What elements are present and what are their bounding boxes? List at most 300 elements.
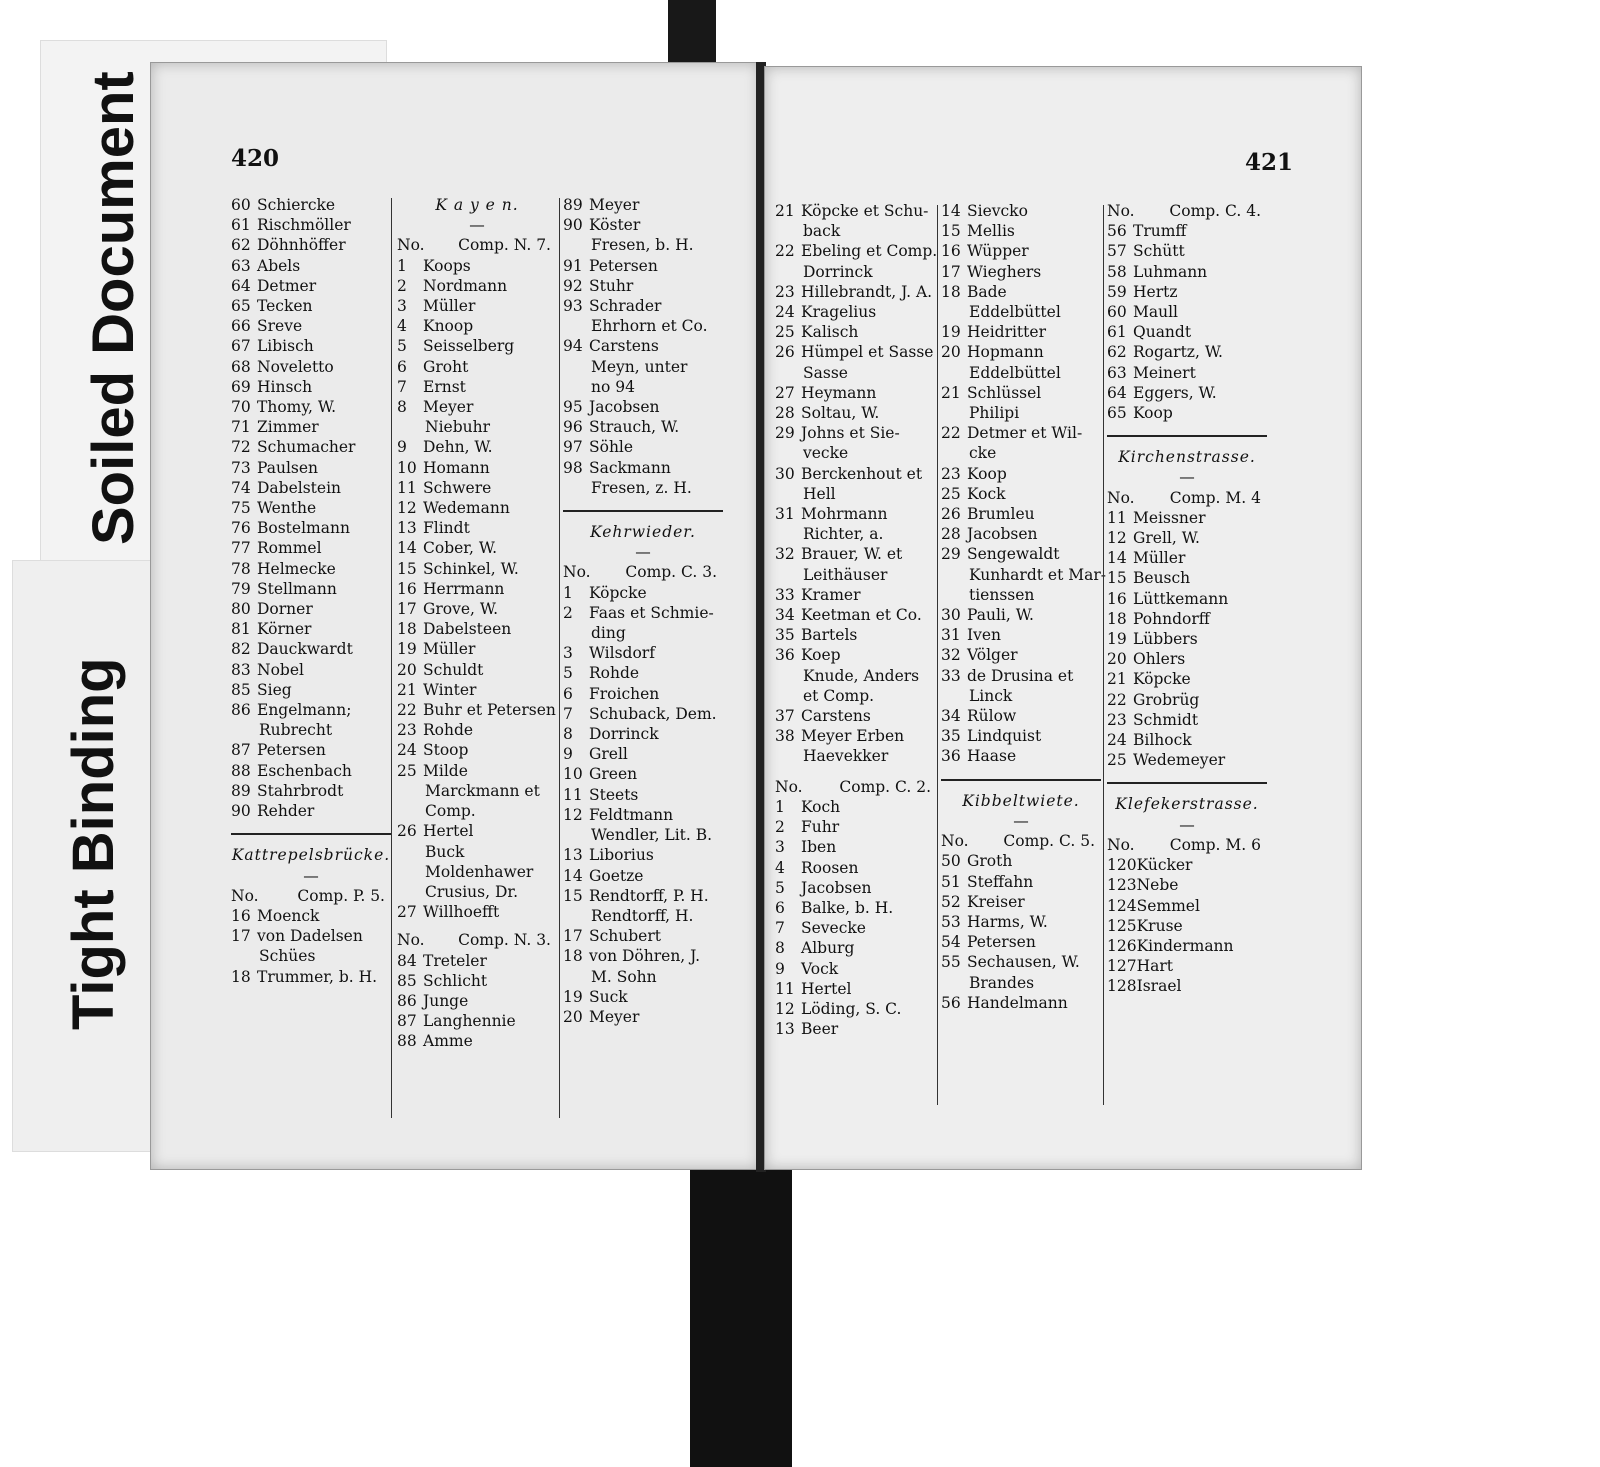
entry-number: 9 [397,438,407,457]
list-item [775,746,937,766]
entry-name: Balke, b. H. [801,898,894,917]
list-item [941,706,1101,726]
entry-number: 61 [1107,323,1127,342]
list-item [775,837,937,857]
list-item [231,946,391,966]
entry-number: 55 [941,953,961,972]
entry-number: 2 [563,603,573,622]
list-item [941,932,1101,952]
entry-number: 10 [397,458,417,477]
comp-label: Comp. N. 7. [458,236,551,255]
list-item [941,851,1101,871]
entry-number: 80 [231,600,251,619]
list-item [397,397,557,417]
entry-number: 52 [941,892,961,911]
entry-name: Faas et Schmie- [589,603,714,622]
entry-name: Detmer [257,276,317,295]
list-item [941,746,1101,766]
entry-number: 81 [231,620,251,639]
column-divider [1103,205,1104,1105]
entry-number: 65 [1107,404,1127,423]
entry-number: 35 [775,626,795,645]
entry-name: Thomy, W. [257,398,337,417]
entry-name: Crusius, Dr. [425,882,519,901]
entry-name: Wendler, Lit. B. [591,826,713,845]
entry-number: 91 [563,256,583,275]
entry-number: 16 [1107,589,1127,608]
list-item [397,639,557,659]
entry-name: Maull [1133,303,1179,322]
entry-name: Meyn, unter [591,357,688,376]
list-item [1107,221,1267,241]
entry-name: Suck [589,987,628,1006]
list-item [1107,936,1267,956]
list-item [397,1011,557,1031]
entry-number: 1 [563,583,573,602]
entry-number: 60 [1107,303,1127,322]
list-item [231,680,391,700]
entry-number: 86 [397,991,417,1010]
column-divider [391,198,392,1118]
list-item [775,585,937,605]
no-label: No. [563,563,591,582]
entry-number: 88 [231,761,251,780]
entry-number: 56 [1107,222,1127,241]
list-item [775,201,937,221]
entry-name: Fresen, z. H. [591,478,692,497]
list-item [563,866,723,886]
entry-number: 77 [231,539,251,558]
entry-number: 34 [775,606,795,625]
list-item [231,256,391,276]
entry-number: 85 [231,680,251,699]
list-item [1107,262,1267,282]
list-item [397,761,557,781]
right-col-3 [1107,201,1267,997]
list-item [941,302,1101,322]
list-item [775,686,937,706]
entry-number: 17 [941,262,961,281]
entry-name: Brandes [969,973,1035,992]
list-item [941,872,1101,892]
entry-number: 65 [231,297,251,316]
entry-name: Linck [969,686,1013,705]
entry-name: Treteler [423,951,487,970]
entry-number: 51 [941,872,961,891]
entry-name: Stoop [423,741,469,760]
entry-name: Meyer Erben [801,727,905,746]
entry-name: Meissner [1133,508,1206,527]
list-item [397,720,557,740]
list-item [397,619,557,639]
list-item [775,504,937,524]
list-item [941,726,1101,746]
list-item [1107,528,1267,548]
entry-number: 62 [1107,343,1127,362]
entry-name: Eddelbüttel [969,303,1061,322]
comp-line [941,831,1101,851]
entry-name: Keetman et Co. [801,606,922,625]
list-item [563,764,723,784]
entry-name: Iben [801,838,837,857]
list-item [397,660,557,680]
entry-name: Jacobsen [967,525,1038,544]
entry-name: Ernst [423,377,466,396]
list-item [231,660,391,680]
list-item [1107,568,1267,588]
right-col-2 [941,201,1107,1013]
entry-number: 15 [941,222,961,241]
entry-name: Petersen [589,256,658,275]
list-item [397,1031,557,1051]
entry-number: 75 [231,499,251,518]
list-item [1107,710,1267,730]
list-item [941,524,1101,544]
list-item [563,967,723,987]
list-item [397,680,557,700]
entry-number: 8 [563,725,573,744]
entry-name: Rogartz, W. [1133,343,1223,362]
entry-number: 15 [563,886,583,905]
entry-name: et Comp. [803,686,875,705]
entry-number: 26 [397,822,417,841]
list-item [775,524,937,544]
entry-number: 89 [231,781,251,800]
entry-name: Schmidt [1133,710,1199,729]
list-item [563,704,723,724]
list-item [775,565,937,585]
entry-number: 67 [231,337,251,356]
entry-number: 73 [231,458,251,477]
entry-name: Rubrecht [259,721,333,740]
entry-name: Petersen [257,741,326,760]
list-item [563,336,723,356]
entry-name: Amme [423,1032,473,1051]
entry-number: 14 [941,202,961,220]
list-item [231,639,391,659]
list-item [231,740,391,760]
entry-name: Flindt [423,519,470,538]
entry-number: 25 [775,323,795,342]
list-item [563,296,723,316]
entry-number: 17 [563,927,583,946]
entry-name: Wedemann [423,499,510,518]
list-item [941,973,1101,993]
list-item [775,999,937,1019]
list-item [563,478,723,498]
list-item [775,443,937,463]
entry-number: 87 [397,1012,417,1031]
entry-number: 11 [563,785,583,804]
entry-name: Haevekker [803,747,889,766]
entry-name: Groht [423,357,469,376]
list-item [941,605,1101,625]
list-item [1107,976,1267,996]
entry-name: Rohde [589,664,640,683]
entry-number: 32 [941,646,961,665]
entry-number: 18 [563,947,583,966]
list-item [941,201,1101,221]
left-col-2 [397,195,557,1052]
comp-line [397,930,557,950]
list-item [397,296,557,316]
entry-number: 79 [231,579,251,598]
entry-name: Dorrinck [803,262,873,281]
list-item [397,538,557,558]
entry-name: Rehder [257,802,315,821]
list-item [775,938,937,958]
entry-name: Schlüssel [967,383,1042,402]
list-item [563,437,723,457]
entry-name: Köster [589,216,641,235]
entry-number: 86 [231,701,251,720]
entry-number: 29 [941,545,961,564]
comp-label: Comp. M. 4 [1169,488,1261,507]
list-item [231,316,391,336]
entry-number: 124 [1107,896,1137,915]
list-item [563,906,723,926]
entry-number: 12 [775,999,795,1018]
entry-number: 3 [563,644,573,663]
entry-number: 12 [563,805,583,824]
entry-number: 23 [775,282,795,301]
dash: — [635,543,651,562]
list-item [941,383,1101,403]
list-item [941,993,1101,1013]
entry-name: Schües [259,947,316,966]
entry-name: Knude, Anders [803,666,920,685]
list-item [941,504,1101,524]
list-item [231,926,391,946]
entry-name: Hell [803,484,836,503]
entry-name: Köpcke et Schu- [801,202,929,220]
list-item [397,377,557,397]
comp-label: Comp. C. 2. [839,777,931,796]
entry-name: Feldtmann [589,805,674,824]
comp-line [231,886,391,906]
list-item [563,684,723,704]
entry-number: 22 [397,701,417,720]
entry-name: Vock [801,959,839,978]
list-item [775,797,937,817]
comp-label: Comp. P. 5. [297,886,385,905]
entry-number: 33 [941,666,961,685]
entry-name: Grove, W. [423,600,499,619]
list-item [397,801,557,821]
entry-number: 92 [563,276,583,295]
entry-number: 50 [941,852,961,871]
entry-number: 14 [397,539,417,558]
entry-number: 94 [563,337,583,356]
entry-number: 13 [563,846,583,865]
column-divider [937,205,938,1105]
comp-label: Comp. C. 5. [1003,832,1095,851]
list-item [563,623,723,643]
entry-number: 27 [775,383,795,402]
entry-number: 71 [231,418,251,437]
entry-number: 96 [563,418,583,437]
list-item [775,666,937,686]
list-item [1107,916,1267,936]
entry-name: Brumleu [967,505,1035,524]
entry-name: Steets [589,785,639,804]
entry-name: Bade [967,282,1007,301]
entry-name: Comp. [425,802,476,821]
entry-name: Hopmann [967,343,1044,362]
list-item [231,906,391,926]
entry-number: 5 [775,878,785,897]
entry-name: Green [589,765,638,784]
list-item [775,605,937,625]
list-item [1107,508,1267,528]
list-item [1107,282,1267,302]
entry-number: 125 [1107,916,1137,935]
list-item [563,785,723,805]
entry-number: 63 [231,256,251,275]
list-item [231,700,391,720]
entry-number: 36 [775,646,795,665]
entry-number: 4 [775,858,785,877]
entry-number: 24 [1107,731,1127,750]
entry-name: Moenck [257,906,320,925]
entry-name: Lüttkemann [1133,589,1229,608]
soiled-document-label: Soiled Document [81,71,146,545]
list-item [563,276,723,296]
section-heading: Kattrepelsbrücke. [231,846,391,865]
entry-number: 89 [563,196,583,214]
list-item [397,276,557,296]
list-item [397,417,557,437]
entry-name: de Drusina et [967,666,1074,685]
list-item [775,706,937,726]
list-item [775,423,937,443]
entry-number: 8 [397,398,407,417]
entry-name: Dorrinck [589,725,659,744]
list-item [397,599,557,619]
list-item [1107,875,1267,895]
entry-number: 76 [231,519,251,538]
list-item [941,363,1101,383]
entry-number: 31 [775,505,795,524]
list-item [397,478,557,498]
entry-number: 5 [563,664,573,683]
column-divider [559,198,560,1118]
list-item [397,336,557,356]
list-item [941,544,1101,564]
entry-number: 20 [1107,650,1127,669]
entry-name: Brauer, W. et [801,545,903,564]
entry-number: 60 [231,196,251,214]
no-label: No. [1107,835,1135,854]
list-item [563,825,723,845]
list-item [563,886,723,906]
entry-name: Wenthe [257,499,317,518]
entry-name: Pohndorff [1133,609,1210,628]
page-number-left: 420 [231,145,280,172]
list-item [775,898,937,918]
list-item [397,821,557,841]
list-item [775,241,937,261]
entry-name: Schiercke [257,196,336,214]
entry-number: 54 [941,933,961,952]
list-item [231,538,391,558]
entry-number: 120 [1107,856,1137,875]
list-item [1107,302,1267,322]
list-item [775,918,937,938]
entry-name: Helmecke [257,559,336,578]
entry-number: 5 [397,337,407,356]
section-rule [563,510,723,512]
entry-name: Stuhr [589,276,634,295]
entry-number: 18 [941,282,961,301]
comp-line [1107,488,1267,508]
entry-number: 21 [397,680,417,699]
list-item [397,842,557,862]
list-item [775,645,937,665]
comp-label: Comp. C. 3. [625,563,717,582]
list-item [775,322,937,342]
comp-label: Comp. N. 3. [458,931,551,950]
entry-name: Langhennie [423,1012,516,1031]
entry-number: 84 [397,951,417,970]
entry-name: Völger [967,646,1018,665]
entry-name: Schwere [423,478,492,497]
list-item [563,1007,723,1027]
list-item [231,619,391,639]
entry-number: 7 [775,919,785,938]
entry-name: Grell, W. [1133,529,1200,548]
entry-name: Löding, S. C. [801,999,902,1018]
entry-name: Soltau, W. [801,404,880,423]
entry-number: 22 [775,242,795,261]
list-item [231,967,391,987]
entry-number: 19 [563,987,583,1006]
entry-name: Nebe [1136,876,1179,895]
entry-name: Moldenhawer [425,862,534,881]
list-item [941,625,1101,645]
entry-name: Leithäuser [803,565,888,584]
list-item [775,282,937,302]
entry-name: Dauckwardt [257,640,353,659]
entry-name: Döhnhöffer [257,236,346,255]
entry-name: Kruse [1136,916,1183,935]
list-item [1107,548,1267,568]
dash: — [303,866,319,885]
section-rule [1107,435,1267,437]
entry-name: Rischmöller [257,216,351,235]
entry-number: 64 [1107,383,1127,402]
list-item [1107,730,1267,750]
list-item [563,397,723,417]
entry-name: Söhle [589,438,634,457]
entry-number: 58 [1107,262,1127,281]
entry-number: 59 [1107,282,1127,301]
list-item [941,241,1101,261]
entry-number: 27 [397,903,417,922]
list-item [397,740,557,760]
entry-name: Jacobsen [801,878,872,897]
entry-number: 12 [1107,529,1127,548]
entry-name: Luhmann [1133,262,1208,281]
entry-name: Semmel [1136,896,1200,915]
section-heading: Kehrwieder. [590,523,696,542]
list-item [231,437,391,457]
entry-name: Sievcko [967,202,1028,220]
entry-number: 24 [775,303,795,322]
no-label: No. [397,236,425,255]
list-item [231,397,391,417]
entry-number: 66 [231,317,251,336]
